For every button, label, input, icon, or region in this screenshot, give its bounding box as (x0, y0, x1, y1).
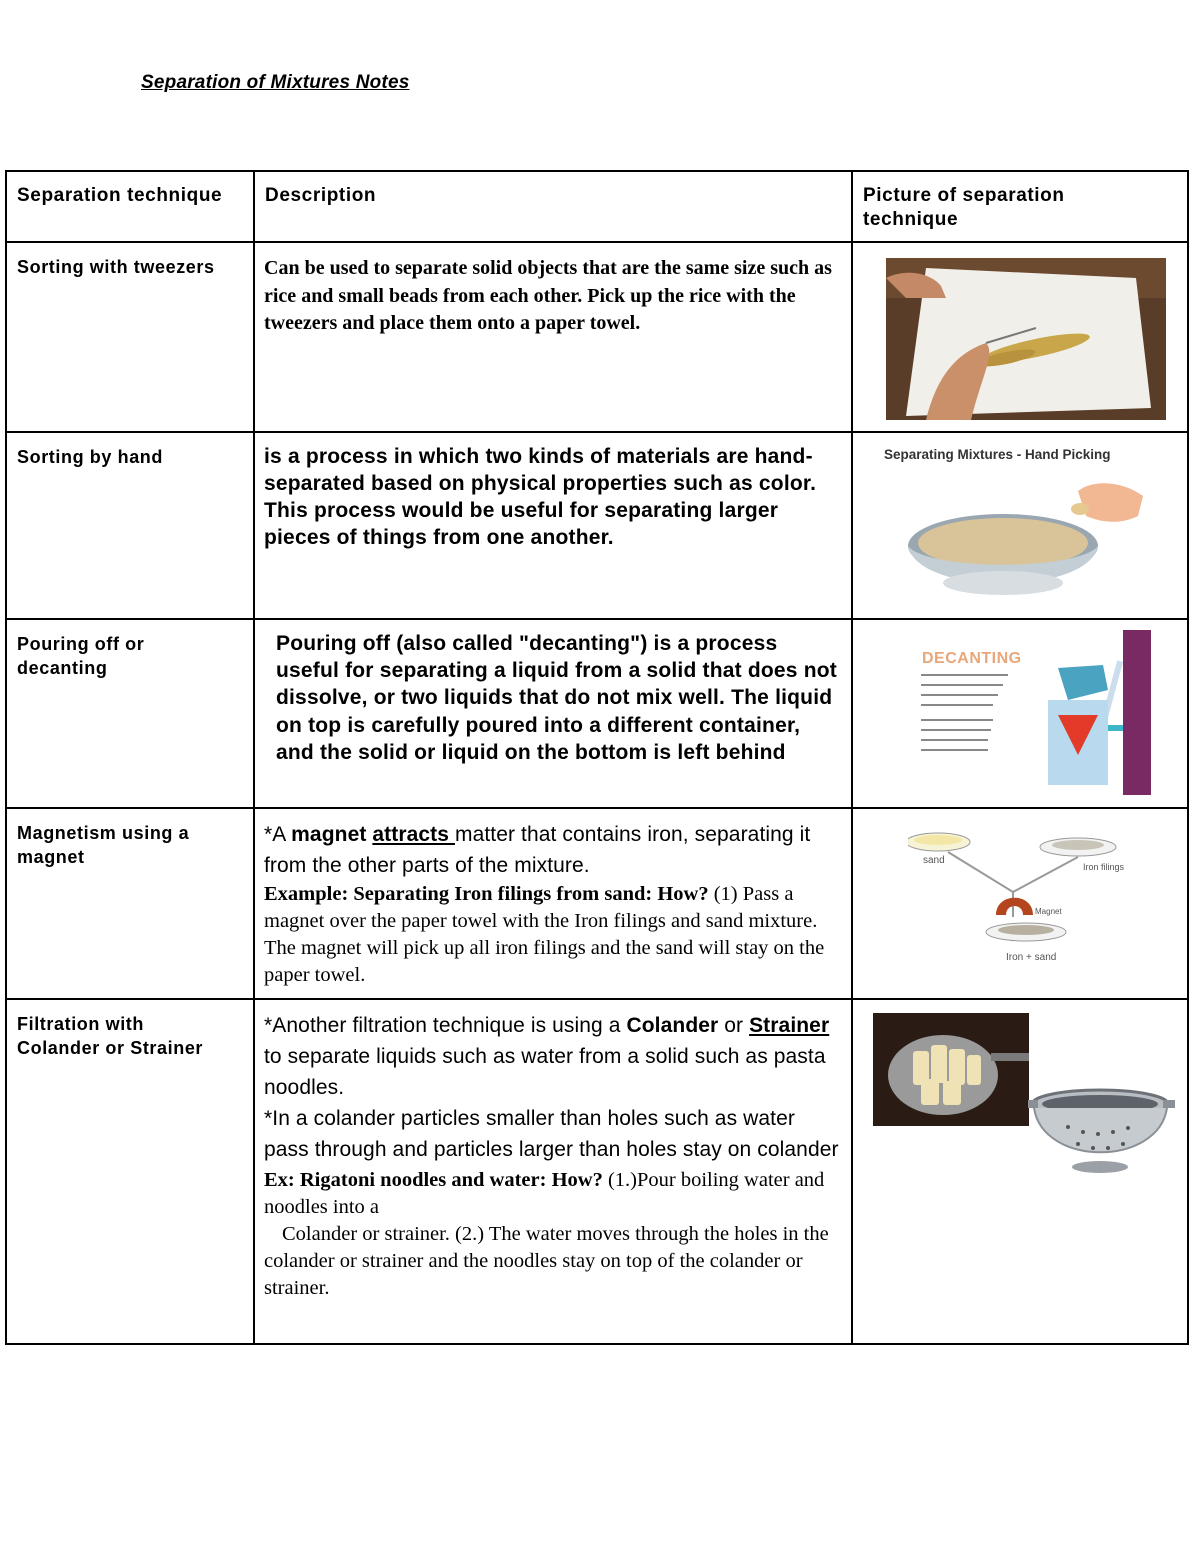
colander-photo (1028, 1082, 1178, 1197)
filtration-explanation: *In a colander particles smaller than holes such as water pass through and particles larger than holes stay on colander (264, 1107, 839, 1161)
table-row (6, 808, 1188, 999)
separation-table (5, 170, 1189, 1345)
decanting-illustration (903, 630, 1173, 800)
header-description: Description (265, 185, 377, 206)
technique-description (255, 1000, 851, 1302)
label-magnet: Magnet (1035, 907, 1062, 916)
technique-name: Sorting by hand (17, 447, 163, 467)
label-iron-filings: Iron filings (1083, 862, 1125, 872)
header-technique: Separation technique (17, 185, 223, 206)
technique-description: Can be used to separate solid objects that are the same size such as rice and small beads from each other. Pick up the rice with the tweezers and place them onto a paper towel. (264, 257, 832, 334)
table-row (6, 242, 1188, 432)
technique-description: is a process in which two kinds of materials are hand-separated based on physical properties such as color. This process would be useful for separating larger pieces of things from one another. (264, 445, 817, 549)
hand-picking-illustration (908, 471, 1148, 611)
hand-picking-caption: Separating Mixtures - Hand Picking (884, 447, 1111, 462)
technique-name: Filtration with Colander or Strainer (17, 1014, 204, 1058)
technique-description: Pouring off (also called "decanting") is a process useful for separating a liquid from a solid that does not dissolve, or two liquids that do not mix well. The liquid on top is carefully poured into a different container, and the solid or liquid on the bottom is left behind (276, 632, 837, 764)
tweezers-sorting-photo (886, 258, 1166, 420)
page-title: Separation of Mixtures Notes (141, 72, 410, 93)
technique-name: Magnetism using a magnet (17, 823, 190, 867)
label-sand: sand (923, 855, 945, 866)
table-row (6, 999, 1188, 1344)
label-iron-sand: Iron + sand (1006, 952, 1057, 963)
table-row (6, 432, 1188, 619)
table-row (6, 619, 1188, 808)
magnet-summary: *A magnet attracts matter that contains iron, separating it from the other parts of the mixture. (264, 823, 811, 877)
strainer-pasta-photo (873, 1013, 1029, 1126)
header-picture: Picture of separation technique (863, 185, 1065, 230)
magnet-example: Example: Separating Iron filings from sand: How? (1) Pass a magnet over the paper towel with the Iron filings and sand mixture. The magnet will pick up all iron filings and the sand will stay on the paper towel. (264, 883, 825, 986)
technique-name: Sorting with tweezers (17, 257, 215, 277)
decanting-heading: DECANTING (922, 650, 1022, 667)
filtration-intro: *Another filtration technique is using a Colander or Strainer to separate liquids such as water from a solid such as pasta noodles. (264, 1014, 830, 1099)
table-header-row (6, 171, 1188, 242)
technique-name: Pouring off or decanting (17, 634, 145, 678)
technique-description (255, 809, 851, 989)
filtration-example: Ex: Rigatoni noodles and water: How? (1.)Pour boiling water and noodles into a Colander or strainer. (2.) The water moves through the holes in the colander or strainer and the noodles stay on top of the colander or strainer. (264, 1169, 829, 1299)
